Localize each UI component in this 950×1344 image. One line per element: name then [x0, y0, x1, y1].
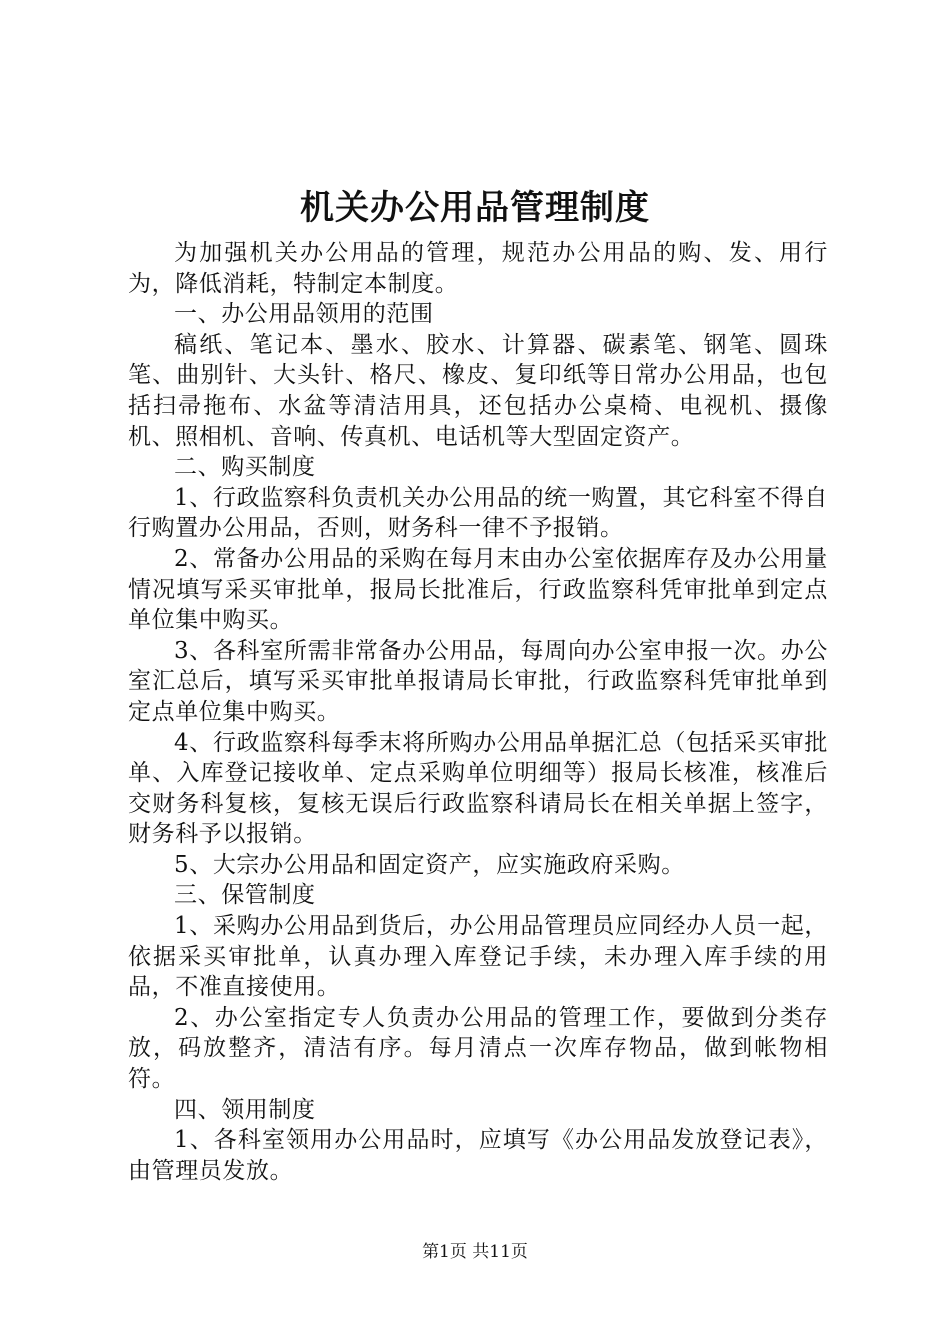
paragraph-purchase-2: 2、常备办公用品的采购在每月末由办公室依据库存及办公用量情况填写采买审批单，报局长批准后，行政监察科凭审批单到定点单位集中购买。 — [128, 545, 828, 634]
paragraph-scope: 稿纸、笔记本、墨水、胶水、计算器、碳素笔、钢笔、圆珠笔、曲别针、大头针、格尺、橡皮、复印纸等日常办公用品，也包括扫帚拖布、水盆等清洁用具，还包括办公桌椅、电视机、摄像机、照相机、音响、传真机、电话机等大型固定资产。 — [128, 331, 828, 450]
paragraph-purchase-1: 1、行政监察科负责机关办公用品的统一购置，其它科室不得自行购置办公用品，否则，财务科一律不予报销。 — [128, 484, 828, 542]
section-heading-3: 三、保管制度 — [174, 882, 316, 909]
section-heading-2: 二、购买制度 — [174, 454, 316, 481]
paragraph-use-1: 1、各科室领用办公用品时，应填写《办公用品发放登记表》，由管理员发放。 — [128, 1127, 828, 1184]
paragraph-storage-1: 1、采购办公用品到货后，办公用品管理员应同经办人员一起，依据采买审批单，认真办理入库登记手续，未办理入库手续的用品，不准直接使用。 — [128, 913, 828, 1001]
document-body — [128, 238, 828, 1186]
paragraph-purchase-4: 4、行政监察科每季末将所购办公用品单据汇总（包括采买审批单、入库登记接收单、定点采购单位明细等）报局长核准，核准后交财务科复核，复核无误后行政监察科请局长在相关单据上签字，财务科予以报销。 — [128, 729, 828, 848]
document-title: 机关办公用品管理制度 — [300, 188, 650, 228]
paragraph-purchase-5: 5、大宗办公用品和固定资产，应实施政府采购。 — [174, 851, 685, 878]
page-footer: 第1页 共11页 — [422, 1242, 528, 1262]
section-heading-1: 一、办公用品领用的范围 — [174, 301, 434, 328]
paragraph-intro: 为加强机关办公用品的管理，规范办公用品的购、发、用行为，降低消耗，特制定本制度。 — [128, 240, 828, 297]
paragraph-purchase-3: 3、各科室所需非常备办公用品，每周向办公室申报一次。办公室汇总后，填写采买审批单报请局长审批，行政监察科凭审批单到定点单位集中购买。 — [128, 637, 828, 725]
paragraph-storage-2: 2、办公室指定专人负责办公用品的管理工作，要做到分类存放，码放整齐，清洁有序。每月清点一次库存物品，做到帐物相符。 — [128, 1004, 828, 1093]
section-heading-4: 四、领用制度 — [174, 1096, 316, 1123]
